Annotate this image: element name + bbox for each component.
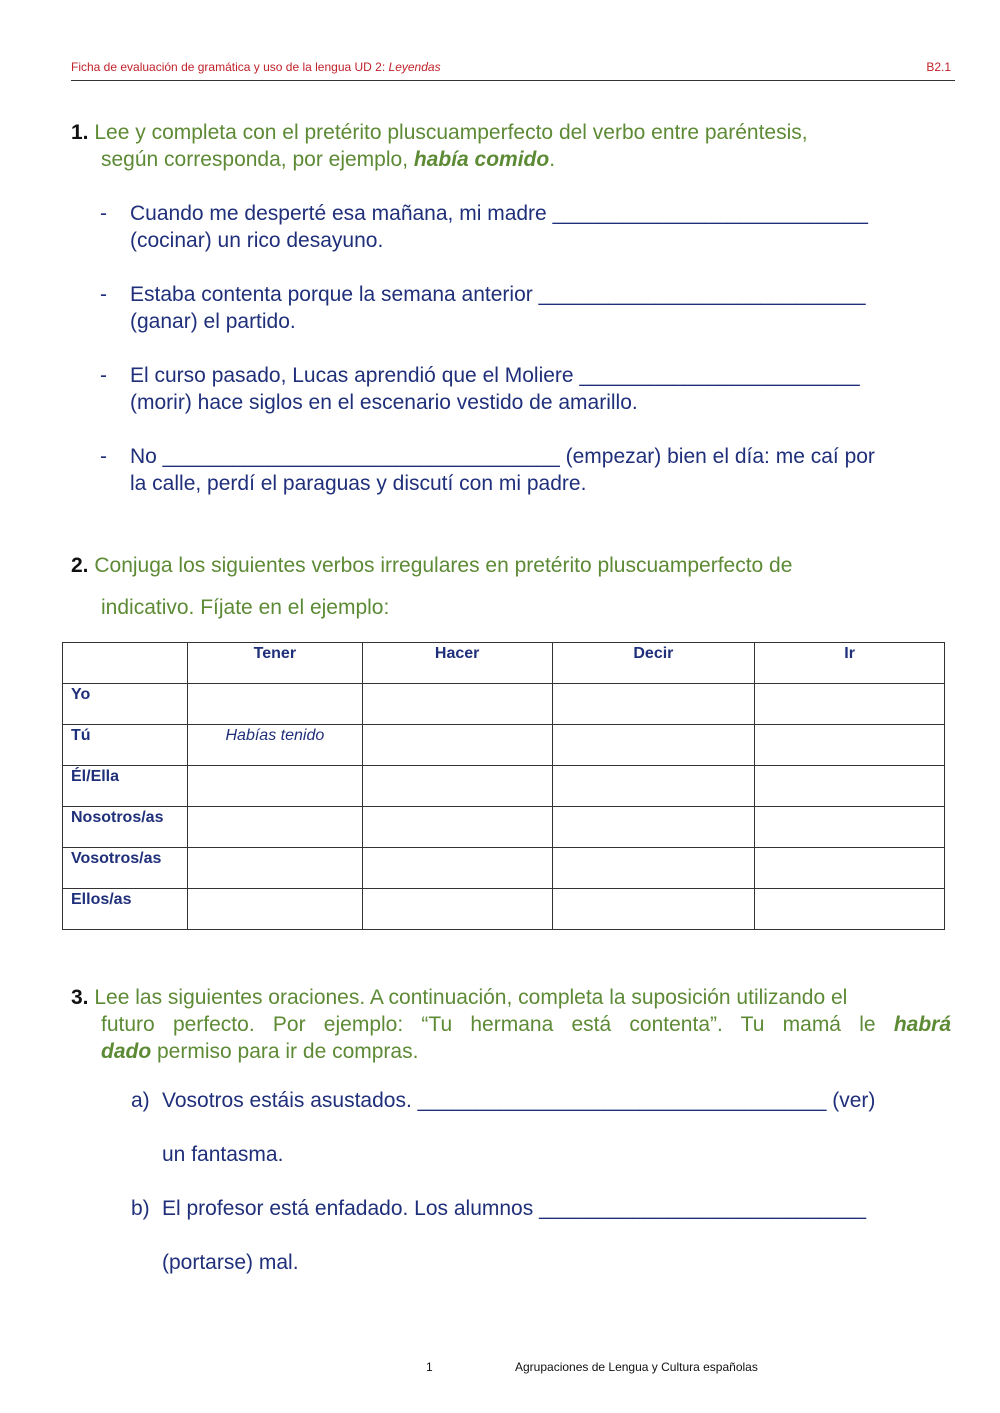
exercise-3-item-line-2: (portarse) mal. <box>162 1251 299 1274</box>
table-row <box>63 889 945 930</box>
person-cell: Él/Ella <box>63 766 188 807</box>
exercise-1-item <box>100 362 950 416</box>
exercise-3-instruction-text-1: Lee las siguientes oraciones. A continuación, completa la suposición utilizando el <box>94 986 848 1009</box>
exercise-3-item-line-1[interactable]: Vosotros estáis asustados. ___________________________________ (ver) <box>162 1089 876 1112</box>
table-row <box>63 684 945 725</box>
exercise-1-item-line-2: (morir) hace siglos en el escenario vestido de amarillo. <box>130 391 638 414</box>
exercise-1-example: había comido <box>413 148 550 171</box>
exercise-3-instruction-text-2: futuro perfecto. Por ejemplo: “Tu hermana está contenta”. Tu mamá le <box>101 1013 894 1036</box>
exercise-3-item-line-1[interactable]: El profesor está enfadado. Los alumnos ____________________________ <box>162 1197 867 1220</box>
header-title-prefix: Ficha de evaluación de gramática y uso de la lengua UD 2: <box>71 60 389 74</box>
answer-cell[interactable] <box>187 889 362 930</box>
exercise-2-instruction-line-2: indicativo. Fíjate en el ejemplo: <box>101 596 390 619</box>
answer-cell[interactable] <box>362 684 552 725</box>
exercise-3-item-line-2: un fantasma. <box>162 1143 284 1166</box>
person-cell: Nosotros/as <box>63 807 188 848</box>
exercise-1-item-line-1[interactable]: Cuando me desperté esa mañana, mi madre ___________________________ <box>130 202 868 225</box>
answer-cell[interactable] <box>362 807 552 848</box>
answer-cell[interactable] <box>755 725 945 766</box>
exercise-1-item-line-2: la calle, perdí el paraguas y discutí con mi padre. <box>130 472 587 495</box>
list-dash: - <box>100 364 107 387</box>
table-row <box>63 766 945 807</box>
table-header-cell <box>63 643 188 684</box>
header-title <box>71 60 441 74</box>
exercise-3-number: 3. <box>71 986 89 1009</box>
table-header-row <box>63 643 945 684</box>
item-label: a) <box>131 1089 150 1112</box>
answer-cell[interactable] <box>187 807 362 848</box>
answer-cell[interactable] <box>362 889 552 930</box>
answer-cell[interactable] <box>187 848 362 889</box>
exercise-1-item <box>100 443 950 497</box>
answer-cell[interactable] <box>552 807 755 848</box>
exercise-2-instruction-text-1: Conjuga los siguientes verbos irregulares en pretérito pluscuamperfecto de <box>94 554 793 577</box>
person-cell: Ellos/as <box>63 889 188 930</box>
answer-cell[interactable] <box>552 684 755 725</box>
answer-cell[interactable] <box>552 725 755 766</box>
answer-cell[interactable] <box>755 684 945 725</box>
exercise-1-number: 1. <box>71 121 89 144</box>
page-number: 1 <box>426 1360 433 1374</box>
person-cell: Vosotros/as <box>63 848 188 889</box>
exercise-3-instruction-line-1 <box>71 984 951 1011</box>
exercise-1-item-line-2: (cocinar) un rico desayuno. <box>130 229 384 252</box>
item-label: b) <box>131 1197 150 1220</box>
answer-cell[interactable] <box>755 807 945 848</box>
exercise-1-instruction-text-1: Lee y completa con el pretérito pluscuamperfecto del verbo entre paréntesis, <box>94 121 808 144</box>
exercise-1-instruction-text-2: según corresponda, por ejemplo, <box>101 148 414 171</box>
table-header-cell: Ir <box>755 643 945 684</box>
exercise-2-instruction <box>71 545 951 629</box>
header-level: B2.1 <box>926 60 951 74</box>
exercise-3-instruction-line-3 <box>71 1038 951 1065</box>
exercise-3-instruction <box>71 984 951 1065</box>
table-header-cell: Tener <box>187 643 362 684</box>
answer-cell[interactable] <box>552 889 755 930</box>
example-cell: Habías tenido <box>187 725 362 766</box>
page-header <box>71 60 955 81</box>
answer-cell[interactable] <box>552 848 755 889</box>
table-row <box>63 848 945 889</box>
exercise-1-instruction-line-1 <box>71 119 951 146</box>
exercise-2-instruction-line-1 <box>71 545 951 587</box>
person-cell: Tú <box>63 725 188 766</box>
list-dash: - <box>100 202 107 225</box>
list-dash: - <box>100 283 107 306</box>
exercise-1-instruction <box>71 119 951 173</box>
exercise-2-number: 2. <box>71 554 89 577</box>
exercise-1-item-line-1[interactable]: El curso pasado, Lucas aprendió que el Moliere ________________________ <box>130 364 860 387</box>
exercise-3-example-a: habrá <box>893 1013 951 1036</box>
exercise-1-item <box>100 281 950 335</box>
answer-cell[interactable] <box>362 725 552 766</box>
exercise-1-item-line-1[interactable]: No __________________________________ (empezar) bien el día: me caí por <box>130 445 875 468</box>
list-dash: - <box>100 445 107 468</box>
answer-cell[interactable] <box>187 766 362 807</box>
answer-cell[interactable] <box>552 766 755 807</box>
exercise-3-instruction-end: permiso para ir de compras. <box>151 1040 419 1063</box>
table-header-cell: Hacer <box>362 643 552 684</box>
answer-cell[interactable] <box>755 766 945 807</box>
answer-cell[interactable] <box>187 684 362 725</box>
exercise-1-instruction-line-2 <box>71 146 951 173</box>
exercise-1-item <box>100 200 950 254</box>
footer-organization: Agrupaciones de Lengua y Cultura españolas <box>515 1360 758 1374</box>
table-header-cell: Decir <box>552 643 755 684</box>
header-title-italic: Leyendas <box>388 60 441 74</box>
conjugation-table <box>62 642 945 930</box>
exercise-3-example-b: dado <box>101 1040 152 1063</box>
exercise-1-item-line-2: (ganar) el partido. <box>130 310 296 333</box>
table-row <box>63 807 945 848</box>
answer-cell[interactable] <box>362 848 552 889</box>
answer-cell[interactable] <box>755 889 945 930</box>
exercise-1-instruction-end: . <box>549 148 556 171</box>
exercise-1-item-line-1[interactable]: Estaba contenta porque la semana anterior ____________________________ <box>130 283 866 306</box>
person-cell: Yo <box>63 684 188 725</box>
answer-cell[interactable] <box>755 848 945 889</box>
exercise-3-instruction-line-2 <box>71 1011 951 1038</box>
table-row <box>63 725 945 766</box>
answer-cell[interactable] <box>362 766 552 807</box>
